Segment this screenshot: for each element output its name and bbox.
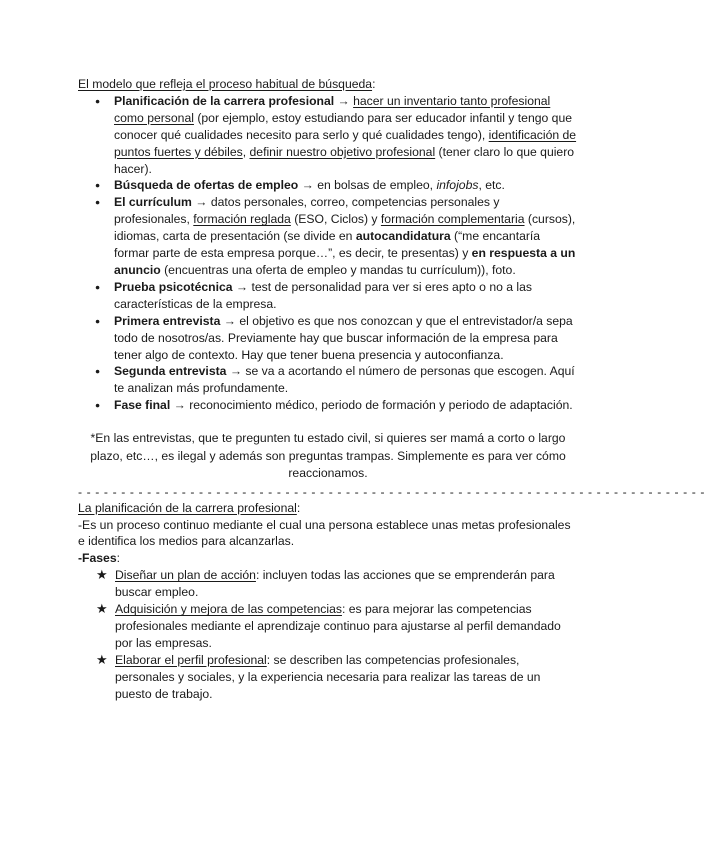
list-item: ● Primera entrevista → el objetivo es que nos conozcan y que el entrevistador/a sepa todo de nosotros/as. Previamente hay que buscar información de la empresa para tener algo de contexto. Hay que tener buena presencia y autoconfianza. bbox=[78, 313, 578, 364]
star-icon: ★ bbox=[96, 567, 108, 583]
dashed-divider: - - - - - - - - - - - - - - - - - - - - - - - - - - - - - - - - - - - - - - - - - - - - - - - - - - - - - - - - - - - - - - - - - - - - - - - - - bbox=[78, 484, 705, 499]
list-item: ● El currículum → datos personales, correo, competencias personales y profesionales, formación reglada (ESO, Ciclos) y formación complementaria (cursos), idiomas, carta de presentación (se divide en autocandidatura (“me encantaría formar parte de esta empresa porque…”, es decir, te presentas) y en respuesta a un anuncio (encuentras una oferta de empleo y mandas tu currículum)), foto. bbox=[78, 194, 578, 279]
section-heading-modelo: El modelo que refleja el proceso habitual de búsqueda: bbox=[78, 77, 376, 91]
list-item: ★ Diseñar un plan de acción: incluyen todas las acciones que se emprenderán para buscar empleo. bbox=[96, 567, 555, 600]
arrow-icon: → bbox=[191, 195, 211, 210]
list-item: ● Segunda entrevista → se va a acortando el número de personas que escogen. Aquí te analizan más profundamente. bbox=[78, 363, 578, 397]
arrow-icon: → bbox=[298, 178, 318, 193]
heading-text: La planificación de la carrera profesional bbox=[78, 500, 297, 515]
process-list bbox=[78, 93, 578, 414]
arrow-icon: → bbox=[220, 313, 240, 328]
list-item: ● Planificación de la carrera profesional → hacer un inventario tanto profesional como personal (por ejemplo, estoy estudiando para ser educador infantil y tengo que conocer qué cualidades necesito para serlo y qué cualidades tengo), identificación de puntos fuertes y débiles, definir nuestro objetivo profesional (tener claro lo que quiero hacer). bbox=[78, 93, 578, 178]
fases-label: -Fases: bbox=[78, 551, 121, 566]
list-item: ★ Elaborar el perfil profesional: se describen las competencias profesionales, personales y sociales, y la experiencia necesaria para realizar las tareas de un puesto de trabajo. bbox=[96, 651, 541, 701]
heading-text: El modelo que refleja el proceso habitual de búsqueda bbox=[78, 77, 373, 91]
star-icon: ★ bbox=[96, 601, 108, 617]
list-item: ● Prueba psicotécnica → test de personalidad para ver si eres apto o no a las características de la empresa. bbox=[78, 279, 578, 313]
arrow-icon: → bbox=[334, 93, 354, 108]
section-heading-planificacion: La planificación de la carrera profesional: bbox=[78, 500, 301, 515]
fases-list bbox=[78, 567, 578, 702]
section-intro: -Es un proceso continuo mediante el cual una persona establece unas metas profesionales e identifica los medios para alcanzarlas. bbox=[78, 517, 571, 549]
document-page bbox=[78, 76, 705, 703]
arrow-icon: → bbox=[232, 279, 252, 294]
list-item: ★ Adquisición y mejora de las competencias: es para mejorar las competencias profesionales mediante el aprendizaje continuo para ajustarse al perfil demandado por las empresas. bbox=[96, 601, 561, 650]
interview-note: *En las entrevistas, que te pregunten tu estado civil, si quieres ser mamá a corto o largo plazo, etc…, es ilegal y además son preguntas trampas. Simplemente es para ver cómo reaccionamos. bbox=[90, 431, 566, 481]
arrow-icon: → bbox=[170, 398, 190, 413]
list-item: ● Búsqueda de ofertas de empleo → en bolsas de empleo, infojobs, etc. bbox=[78, 177, 578, 194]
star-icon: ★ bbox=[96, 651, 108, 667]
arrow-icon: → bbox=[226, 364, 246, 379]
list-item: ● Fase final → reconocimiento médico, periodo de formación y periodo de adaptación. bbox=[78, 397, 578, 414]
